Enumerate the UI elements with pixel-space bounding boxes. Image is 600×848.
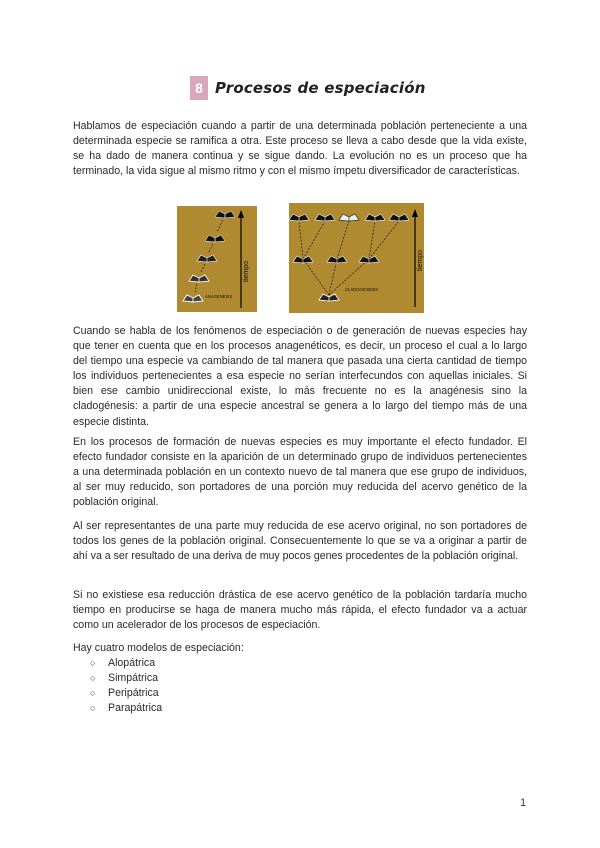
section-title: Procesos de especiación: [215, 79, 426, 97]
page-number: 1: [520, 797, 526, 809]
butterfly-icon: [215, 211, 235, 218]
bullet-icon: ○: [90, 673, 96, 683]
butterfly-icon: [315, 214, 335, 221]
list-item: ○ Peripátrica: [90, 687, 159, 699]
butterfly-icon: [205, 235, 225, 242]
paragraph-genetic-drift: Al ser representantes de una parte muy reducida de ese acervo original, no son portadores de todos los genes de la población original. Consecuentemente lo que se va a originar a partir de ahí va a ser resultado de una deriva de muy pocos genes procedentes de la población original.: [73, 520, 527, 563]
bullet-icon: ○: [90, 703, 96, 713]
speciation-models-list: [90, 656, 162, 716]
paragraph-intro: Hablamos de especiación cuando a partir de una determinada población perteneciente a una determinada especie se ramifica a otra. Este proceso se lleva a cabo desde que la vida existe, se ha dado de manera continua y se sigue dando. La evolución no es un proceso que ha terminado, la vida sigue al mismo ritmo y con el mismo ímpetu diversificador de características.: [73, 120, 527, 178]
time-axis-arrow: [412, 209, 418, 217]
bullet-icon: ○: [90, 658, 96, 668]
section-heading: [190, 76, 426, 100]
paragraph-accelerator: Si no existiese esa reducción drástica de ese acervo genético de la población tardaría mucho tiempo en producirse se haga de manera mucho más rápida, el efecto fundador va a actuar como un acelerador de los procesos de especiación.: [73, 589, 527, 632]
bullet-icon: ○: [90, 688, 96, 698]
paragraph-models-intro: Hay cuatro modelos de especiación:: [73, 642, 244, 654]
list-item: ○ Alopátrica: [90, 657, 156, 669]
butterfly-icon: [319, 294, 339, 301]
butterfly-icon: [197, 255, 217, 262]
anagenesis-figure: [177, 206, 257, 312]
butterfly-icon: [189, 275, 209, 282]
butterfly-icon: [289, 214, 309, 221]
time-axis-label: tiempo: [243, 260, 250, 282]
butterfly-icon: [365, 214, 385, 221]
list-item: ○ Simpátrica: [90, 672, 159, 684]
butterfly-icon: [339, 214, 359, 221]
paragraph-anagenesis: Cuando se habla de los fenómenos de especiación o de generación de nuevas especies hay que tener en cuenta que en los procesos anagenéticos, es decir, un proceso el cual a lo largo del tiempo una especie va cambiando de tal manera que pasada una cierta cantidad de tiempo los individuos pertenecientes a esa especie no serían interfecundos con aquellas iniciales. Si bien ese cambio unidireccional existe, lo más frecuente no es la anagénesis sino la cladogénesis: a partir de una especie ancestral se genera a lo largo del tiempo más de una especie distinta.: [73, 325, 527, 428]
butterfly-icon: [327, 256, 347, 263]
paragraph-founder-effect: En los procesos de formación de nuevas especies es muy importante el efecto fundador. El efecto fundador consiste en la aparición de un determinado grupo de individuos pertenecientes a una determinada población en un contexto nuevo de tal manera que ese grupo de individuos, al ser muy reducido, son portadores de una porción muy reducida del acervo genético de la población original.: [73, 436, 527, 509]
anagenesis-label: ANAGENESIS: [205, 294, 233, 299]
list-item: ○ Parapátrica: [90, 702, 163, 714]
butterfly-icon: [389, 214, 409, 221]
cladogenesis-label: CLADOGENESIS: [345, 287, 379, 292]
section-number-badge: 8: [190, 76, 208, 100]
time-axis-arrow: [238, 210, 244, 218]
time-axis-label: tiempo: [417, 249, 424, 271]
cladogenesis-figure: [289, 203, 424, 313]
butterfly-icon: [359, 256, 379, 263]
butterfly-icon: [183, 295, 203, 302]
